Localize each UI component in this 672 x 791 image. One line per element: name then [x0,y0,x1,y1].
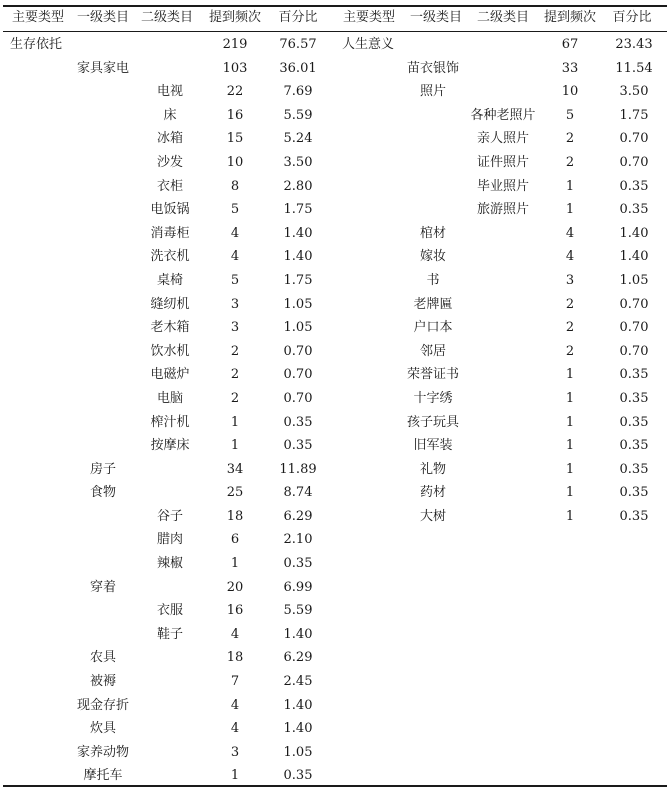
left-frequency-cell: 2 [230,390,240,406]
header-frequency-left: 提到频次 [208,10,262,25]
left-frequency-cell: 2 [230,343,240,359]
right-frequency-cell: 1 [565,367,575,383]
left-level2-cell: 消毒柜 [150,225,190,241]
table-row [0,411,672,435]
table-row [0,670,672,694]
right-percent-cell: 3.50 [619,84,649,100]
right-percent-cell: 0.70 [619,154,649,170]
left-level1-cell: 被褥 [89,674,117,690]
right-percent-cell: 1.05 [619,272,649,288]
right-level2-cell: 各种老照片 [470,107,536,123]
right-frequency-cell: 1 [565,438,575,454]
right-percent-cell: 11.54 [615,60,653,76]
left-level2-cell: 衣柜 [156,178,184,194]
left-level1-cell: 现金存折 [76,697,130,713]
left-percent-cell: 1.05 [283,320,313,336]
left-frequency-cell: 4 [230,626,240,642]
header-main-type-left: 主要类型 [11,10,65,25]
right-frequency-cell: 4 [565,249,575,265]
left-level2-cell: 电饭锅 [150,202,190,218]
left-frequency-cell: 10 [226,154,244,170]
left-level2-cell: 辣椒 [156,556,184,572]
header-level2-left: 二级类目 [140,10,194,25]
right-level1-cell: 药材 [419,485,447,501]
table-row [0,528,672,552]
left-percent-cell: 8.74 [283,485,313,501]
table-row [0,481,672,505]
right-level1-cell: 十字绣 [413,390,453,406]
table-row [0,552,672,576]
right-level1-cell: 嫁妆 [419,249,447,265]
right-percent-cell: 0.35 [619,461,649,477]
right-level1-cell: 荣誉证书 [406,367,460,383]
right-percent-cell: 0.70 [619,343,649,359]
right-frequency-cell: 1 [565,414,575,430]
table-row [0,198,672,222]
left-level1-cell: 家具家电 [76,60,130,76]
left-percent-cell: 0.35 [283,438,313,454]
left-percent-cell: 0.35 [283,556,313,572]
left-frequency-cell: 5 [230,272,240,288]
left-percent-cell: 11.89 [279,461,317,477]
table-row [0,741,672,765]
table-top-rule [3,5,667,7]
left-frequency-cell: 5 [230,202,240,218]
left-percent-cell: 2.80 [283,178,313,194]
table-header-rule [3,31,667,32]
left-frequency-cell: 16 [226,107,244,123]
left-percent-cell: 1.40 [283,225,313,241]
table-row [0,80,672,104]
table-row [0,434,672,458]
right-level2-cell: 毕业照片 [476,178,530,194]
left-percent-cell: 3.50 [283,154,313,170]
right-percent-cell: 0.70 [619,131,649,147]
table-row [0,269,672,293]
left-level2-cell: 桌椅 [156,272,184,288]
left-frequency-cell: 4 [230,249,240,265]
left-level2-cell: 沙发 [156,154,184,170]
right-frequency-cell: 1 [565,461,575,477]
left-level2-cell: 洗衣机 [150,249,190,265]
left-frequency-cell: 16 [226,603,244,619]
right-frequency-cell: 67 [561,37,579,52]
left-frequency-cell: 34 [226,461,244,477]
header-level1-right: 一级类目 [409,10,463,25]
right-percent-cell: 1.40 [619,225,649,241]
right-level2-cell: 证件照片 [476,154,530,170]
left-frequency-cell: 219 [222,37,248,52]
left-frequency-cell: 3 [230,296,240,312]
right-level1-cell: 旧军装 [413,438,453,454]
header-percent-right: 百分比 [612,10,652,25]
left-frequency-cell: 1 [230,556,240,572]
right-level2-cell: 亲人照片 [476,131,530,147]
left-percent-cell: 1.40 [283,249,313,265]
header-percent-left: 百分比 [278,10,318,25]
right-percent-cell: 0.35 [619,202,649,218]
table-row [0,387,672,411]
right-percent-cell: 23.43 [615,37,653,52]
left-level2-cell: 床 [163,107,177,123]
left-percent-cell: 1.75 [283,272,313,288]
left-level1-cell: 农具 [89,650,117,666]
left-level2-cell: 缝纫机 [150,296,190,312]
right-level1-cell: 书 [426,272,440,288]
left-level1-cell: 摩托车 [83,768,123,784]
left-frequency-cell: 22 [226,84,244,100]
right-frequency-cell: 4 [565,225,575,241]
table-row [0,33,672,57]
table-row [0,623,672,647]
left-percent-cell: 36.01 [279,60,317,76]
left-percent-cell: 2.10 [283,532,313,548]
left-frequency-cell: 8 [230,178,240,194]
table-row [0,363,672,387]
left-frequency-cell: 4 [230,225,240,241]
table-row [0,576,672,600]
right-frequency-cell: 2 [565,131,575,147]
left-level1-cell: 穿着 [89,579,117,595]
right-frequency-cell: 2 [565,296,575,312]
header-level2-right: 二级类目 [476,10,530,25]
left-percent-cell: 5.59 [283,107,313,123]
table-row [0,222,672,246]
right-main-type-cell: 人生意义 [342,37,395,52]
left-percent-cell: 6.99 [283,579,313,595]
left-percent-cell: 0.35 [283,414,313,430]
left-percent-cell: 1.05 [283,744,313,760]
right-level1-cell: 老牌匾 [413,296,453,312]
left-percent-cell: 5.24 [283,131,313,147]
left-percent-cell: 1.05 [283,296,313,312]
left-level2-cell: 电脑 [156,390,184,406]
left-level2-cell: 衣服 [156,603,184,619]
left-frequency-cell: 2 [230,367,240,383]
left-level1-cell: 房子 [89,461,117,477]
left-percent-cell: 2.45 [283,674,313,690]
header-level1-left: 一级类目 [76,10,130,25]
table-row [0,175,672,199]
table-row [0,57,672,81]
right-percent-cell: 1.40 [619,249,649,265]
left-percent-cell: 0.70 [283,343,313,359]
table-row [0,293,672,317]
header-main-type-right: 主要类型 [342,10,396,25]
left-percent-cell: 5.59 [283,603,313,619]
table-row [0,717,672,741]
left-level1-cell: 炊具 [89,721,117,737]
left-frequency-cell: 3 [230,744,240,760]
table-row [0,764,672,788]
left-percent-cell: 1.40 [283,721,313,737]
left-level2-cell: 电磁炉 [150,367,190,383]
right-level2-cell: 旅游照片 [476,202,530,218]
right-percent-cell: 1.75 [619,107,649,123]
right-percent-cell: 0.70 [619,296,649,312]
table-row [0,245,672,269]
table-row [0,458,672,482]
left-percent-cell: 0.70 [283,367,313,383]
right-percent-cell: 0.70 [619,320,649,336]
left-main-type-cell: 生存依托 [10,37,63,52]
right-percent-cell: 0.35 [619,178,649,194]
right-percent-cell: 0.35 [619,508,649,524]
left-frequency-cell: 6 [230,532,240,548]
right-level1-cell: 棺材 [419,225,447,241]
table-row [0,694,672,718]
left-percent-cell: 6.29 [283,508,313,524]
left-percent-cell: 6.29 [283,650,313,666]
left-frequency-cell: 7 [230,674,240,690]
left-frequency-cell: 25 [226,485,244,501]
right-level1-cell: 苗衣银饰 [406,60,460,76]
right-percent-cell: 0.35 [619,414,649,430]
table-row [0,505,672,529]
table-row [0,646,672,670]
left-percent-cell: 7.69 [283,84,313,100]
left-level2-cell: 鞋子 [156,626,184,642]
left-level2-cell: 饮水机 [150,343,190,359]
table-header [0,9,672,27]
left-percent-cell: 1.40 [283,626,313,642]
left-percent-cell: 0.70 [283,390,313,406]
left-frequency-cell: 3 [230,320,240,336]
right-frequency-cell: 2 [565,320,575,336]
left-percent-cell: 1.40 [283,697,313,713]
left-level2-cell: 按摩床 [150,438,190,454]
right-frequency-cell: 3 [565,272,575,288]
right-frequency-cell: 1 [565,178,575,194]
left-level1-cell: 家养动物 [76,744,130,760]
left-level2-cell: 电视 [156,84,184,100]
right-frequency-cell: 1 [565,508,575,524]
table-row [0,340,672,364]
left-level1-cell: 食物 [89,485,117,501]
left-frequency-cell: 4 [230,721,240,737]
left-level2-cell: 老木箱 [150,320,190,336]
left-level2-cell: 腊肉 [156,532,184,548]
right-frequency-cell: 2 [565,154,575,170]
left-percent-cell: 0.35 [283,768,313,784]
right-frequency-cell: 33 [561,60,579,76]
right-level1-cell: 邻居 [419,343,447,359]
right-level1-cell: 照片 [419,84,447,100]
left-frequency-cell: 18 [226,650,244,666]
right-level1-cell: 礼物 [419,461,447,477]
left-frequency-cell: 1 [230,414,240,430]
left-percent-cell: 1.75 [283,202,313,218]
right-percent-cell: 0.35 [619,367,649,383]
left-percent-cell: 76.57 [279,37,317,52]
right-percent-cell: 0.35 [619,485,649,501]
left-frequency-cell: 103 [222,60,248,76]
table-row [0,127,672,151]
right-frequency-cell: 2 [565,343,575,359]
right-frequency-cell: 1 [565,485,575,501]
right-level1-cell: 孩子玩具 [406,414,460,430]
right-frequency-cell: 1 [565,390,575,406]
left-frequency-cell: 18 [226,508,244,524]
left-frequency-cell: 4 [230,697,240,713]
header-frequency-right: 提到频次 [543,10,597,25]
left-level2-cell: 谷子 [156,508,184,524]
right-frequency-cell: 10 [561,84,579,100]
table-row [0,599,672,623]
right-level1-cell: 大树 [419,508,447,524]
left-frequency-cell: 1 [230,768,240,784]
right-frequency-cell: 5 [565,107,575,123]
right-percent-cell: 0.35 [619,390,649,406]
left-frequency-cell: 15 [226,131,244,147]
table-row [0,104,672,128]
table-row [0,316,672,340]
right-percent-cell: 0.35 [619,438,649,454]
left-frequency-cell: 1 [230,438,240,454]
table-row [0,151,672,175]
left-frequency-cell: 20 [226,579,244,595]
table-right-half [0,33,672,528]
right-frequency-cell: 1 [565,202,575,218]
left-level2-cell: 冰箱 [156,131,184,147]
right-level1-cell: 户口本 [413,320,453,336]
left-level2-cell: 榨汁机 [150,414,190,430]
